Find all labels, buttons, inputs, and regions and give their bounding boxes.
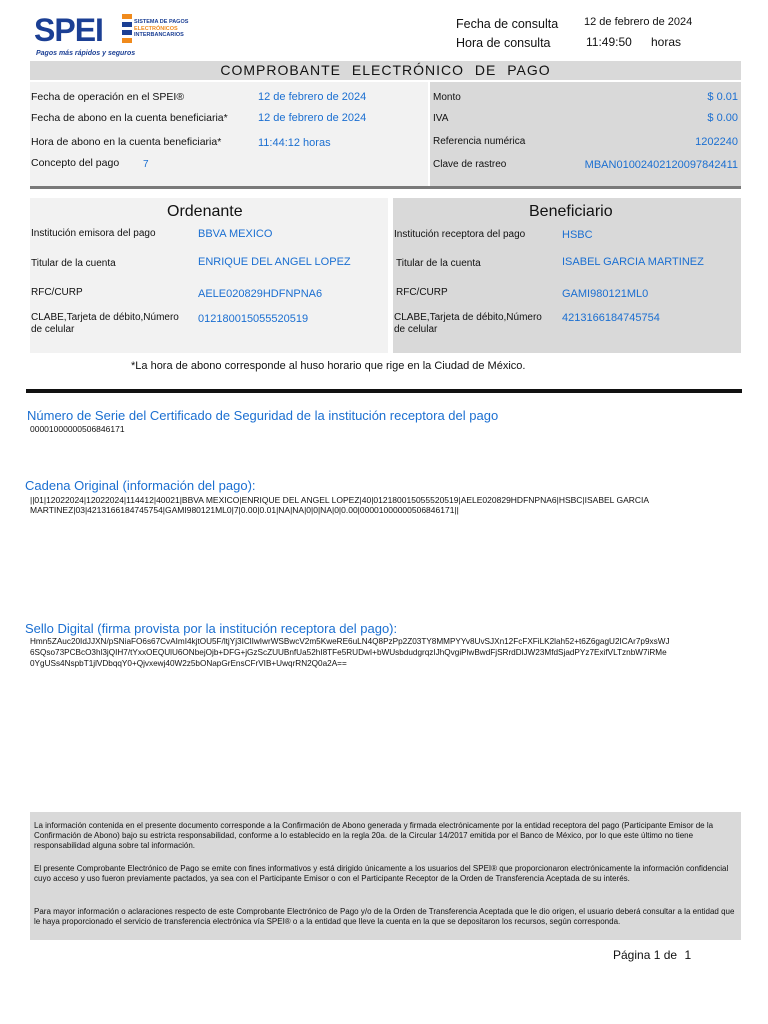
- beneficiario-titular-value: ISABEL GARCIA MARTINEZ: [562, 256, 704, 268]
- logo-tagline: Pagos más rápidos y seguros: [36, 50, 136, 57]
- spei-mark-icon: [122, 14, 134, 44]
- referencia-value: 1202240: [695, 136, 738, 148]
- hora-abono-value: 11:44:12 horas: [258, 137, 331, 149]
- beneficiario-clabe-label-line2: de celular: [394, 324, 438, 335]
- thick-divider: [26, 389, 742, 393]
- ordenante-rfc-value: AELE020829HDFNPNA6: [198, 288, 323, 300]
- beneficiario-clabe-value: 4213166184745754: [562, 312, 660, 324]
- ordenante-clabe-label-line1: CLABE,Tarjeta de débito,Número: [31, 312, 179, 323]
- hora-abono-label: Hora de abono en la cuenta beneficiaria*: [31, 136, 222, 148]
- ordenante-titular-value: ENRIQUE DEL ANGEL LOPEZ: [198, 256, 351, 268]
- beneficiario-titular-label: Titular de la cuenta: [396, 258, 481, 269]
- clave-rastreo-value: MBAN01002402120097842411: [584, 159, 738, 171]
- logo-subtitle: [134, 19, 188, 39]
- iva-label: IVA: [433, 113, 449, 124]
- logo-word: SPEI: [34, 12, 103, 48]
- monto-value: $ 0.01: [707, 91, 738, 103]
- hora-consulta-label: Hora de consulta: [456, 36, 551, 50]
- ordenante-institucion-label: Institución emisora del pago: [31, 228, 156, 239]
- hora-consulta-value: 11:49:50: [586, 35, 632, 49]
- fecha-operacion-label: Fecha de operación en el SPEI®: [31, 91, 185, 103]
- page-label: Página: [613, 948, 651, 962]
- beneficiario-clabe-label: [394, 312, 542, 336]
- page-total: 1: [684, 948, 692, 962]
- ordenante-clabe-label: [31, 312, 179, 336]
- fecha-consulta-label: Fecha de consulta: [456, 17, 559, 31]
- ordenante-clabe-label-line2: de celular: [31, 324, 75, 335]
- monto-label: Monto: [433, 92, 461, 103]
- ordenante-institucion-value: BBVA MEXICO: [198, 228, 273, 240]
- ordenante-titular-label: Titular de la cuenta: [31, 258, 116, 269]
- spei-logo: [34, 12, 194, 60]
- sello-line3: 0YgUSs4NspbT1jlVDbqqY0+Qjvxewj40W2z5bONapGrEnsCFrVIB+UwqrRN2Q0a2A==: [30, 659, 347, 668]
- iva-value: $ 0.00: [707, 112, 738, 124]
- logo-sub-line2: ELECTRÓNICOS: [134, 25, 178, 32]
- cadena-line2: MARTINEZ|03|4213166184745754|GAMI980121ML0|7|0.00|0.01|NA|NA|0|0|NA|0|0.00|00001000000506846171||: [30, 505, 459, 515]
- document-title: COMPROBANTE ELECTRÓNICO DE PAGO: [30, 61, 741, 80]
- fecha-operacion-value: 12 de febrero de 2024: [258, 91, 367, 103]
- clave-rastreo-label: Clave de rastreo: [433, 159, 507, 170]
- logo-sub-line3: INTERBANCARIOS: [134, 32, 184, 38]
- legal-paragraph-3: Para mayor información o aclaraciones respecto de este Comprobante Electrónico de Pago y/o de la Orden de Transferencia Aceptada que le dio origen, el usuario deberá consultar a la entidad que le haya proporcionado el servicio de transferencia electrónica vía SPEI® o a la entidad que lleve la cuenta en la que se depositaron los recursos, según corresponda.: [34, 907, 735, 926]
- ordenante-title: Ordenante: [167, 203, 243, 220]
- beneficiario-clabe-label-line1: CLABE,Tarjeta de débito,Número: [394, 312, 542, 323]
- sello-line1: Hmn5ZAuc20IdJJXN/pSNiaFO6s67CvAImI4kjtOU5F/ltjYj3IClIwIwrWSBwcV2m5KweRE6uLN4Q8PzPp2Z03TY8MMPYYv8UvSJXn12FcFXFiLK2lah52+t6Z6gagU2ICAr7p9xsWJ: [30, 637, 670, 646]
- ordenante-rfc-label: RFC/CURP: [31, 287, 83, 298]
- hora-consulta-unit: horas: [651, 35, 682, 49]
- cadena-heading: Cadena Original (información del pago):: [25, 478, 256, 493]
- concepto-value: 7: [143, 159, 149, 170]
- fecha-consulta-value: 12 de febrero de 2024: [584, 16, 693, 28]
- fecha-abono-label: Fecha de abono en la cuenta beneficiaria*: [31, 112, 228, 124]
- beneficiario-institucion-label: Institución receptora del pago: [394, 229, 526, 240]
- cadena-line1: ||01|12022024|12022024|114412|40021|BBVA MEXICO|ENRIQUE DEL ANGEL LOPEZ|40|012180015055520519|AELE020829HDFNPNA6|HSBC|ISABEL GARCIA: [30, 495, 650, 505]
- certificado-heading: Número de Serie del Certificado de Seguridad de la institución receptora del pago: [27, 408, 499, 423]
- legal-disclaimer: [30, 812, 741, 940]
- concepto-label: Concepto del pago: [31, 157, 120, 169]
- beneficiario-institucion-value: HSBC: [562, 229, 593, 241]
- page-indicator: [613, 948, 691, 962]
- timezone-note: *La hora de abono corresponde al huso horario que rige en la Ciudad de México.: [131, 360, 526, 372]
- ordenante-clabe-value: 012180015055520519: [198, 313, 309, 325]
- referencia-label: Referencia numérica: [433, 136, 526, 147]
- page-of: de: [663, 948, 678, 962]
- beneficiario-title: Beneficiario: [529, 203, 613, 220]
- divider-rule: [30, 186, 741, 189]
- certificado-value: 00001000000506846171: [30, 424, 125, 434]
- page-current: 1: [653, 948, 661, 962]
- beneficiario-rfc-label: RFC/CURP: [396, 287, 448, 298]
- legal-paragraph-1: La información contenida en el presente documento corresponde a la Confirmación de Abono generada y firmada electrónicamente por la entidad receptora del pago (Participante Emisor de la Confirmación de Abono) bajo su estricta responsabilidad, conforme a lo establecido en la regla 20a. de la Circular 14/2017 emitida por el Banco de México, por lo que este último no tiene responsabilidad alguna sobre tal información.: [34, 821, 714, 850]
- legal-paragraph-2: El presente Comprobante Electrónico de Pago se emite con fines informativos y está dirigido únicamente a los usuarios del SPEI® que proporcionaron electrónicamente la información confidencial cuyo acceso y uso fueron previamente pactados, ya sea con el Participante Emisor o con el Participante Receptor de la Orden de Transferencia Aceptada de su interés.: [34, 864, 729, 883]
- beneficiario-rfc-value: GAMI980121ML0: [562, 288, 649, 300]
- logo-sub-line1: SISTEMA DE PAGOS: [134, 19, 189, 25]
- sello-line2: 6SQso73PCBcO3hl3jQIH7/tYxxOEQUlU6ONbejOjb+DFG+jGzScZUUBnfUa52hI8TFe5RUDwI+bWUsbdudgrqzIJhQvgiPlwBwdFjSRrdDlJW23MfdSjadPYz7ExifVLTznbW7iRMe: [30, 648, 667, 657]
- fecha-abono-value: 12 de febrero de 2024: [258, 112, 367, 124]
- sello-heading: Sello Digital (firma provista por la institución receptora del pago):: [25, 621, 398, 636]
